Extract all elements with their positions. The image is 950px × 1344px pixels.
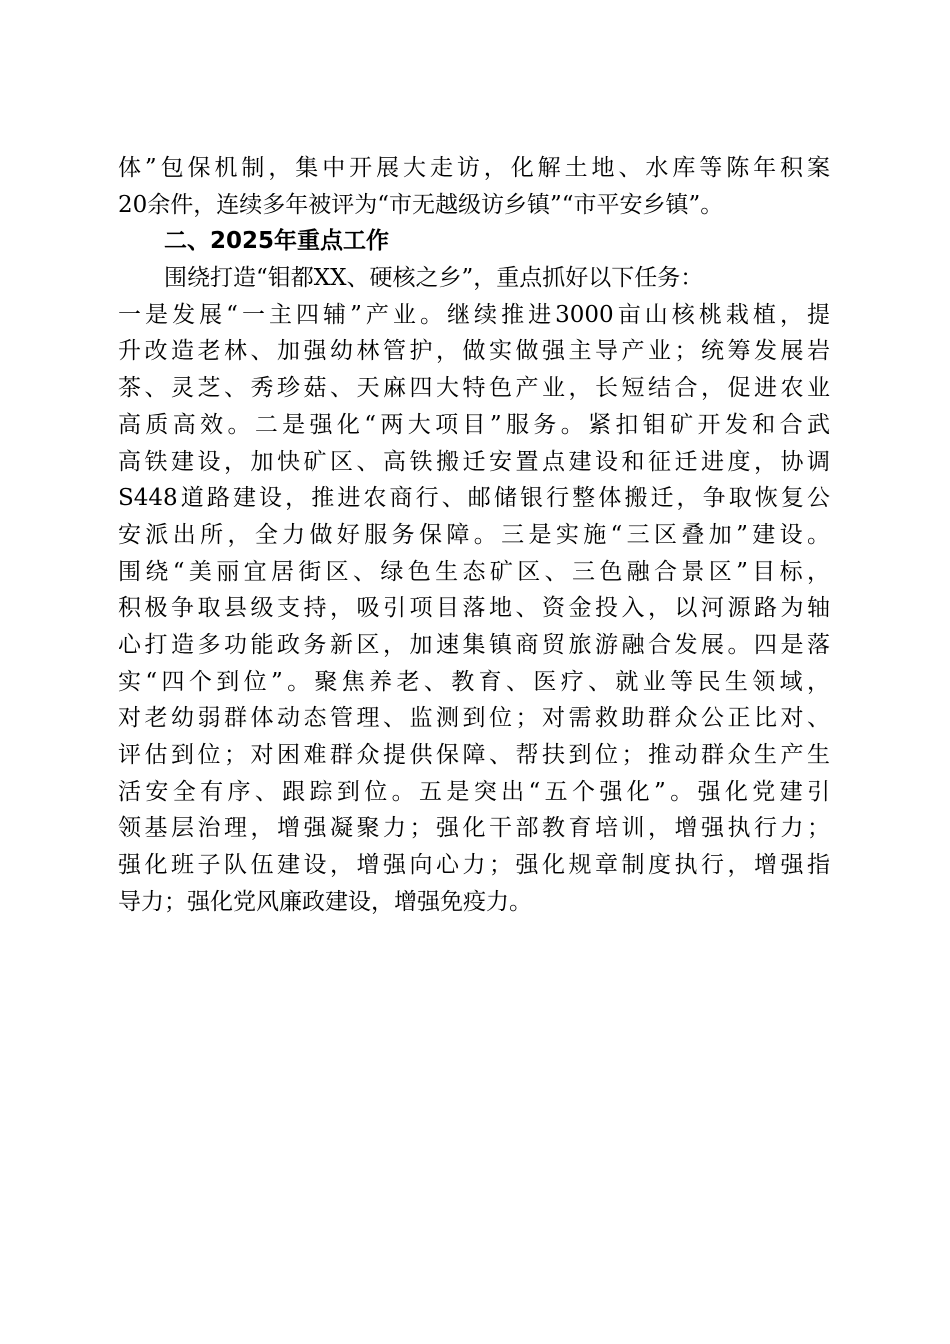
paragraph-line: 强化班子队伍建设，增强向心力；强化规章制度执行，增强指 bbox=[118, 852, 830, 879]
paragraph-line: 导力；强化党风廉政建设，增强免疫力。 bbox=[118, 888, 532, 915]
paragraph-line: 茶、灵芝、秀珍菇、天麻四大特色产业，长短结合，促进农业 bbox=[118, 375, 830, 402]
paragraph-line: S448道路建设，推进农商行、邮储银行整体搬迁，争取恢复公 bbox=[118, 485, 830, 512]
paragraph-line: 评估到位；对困难群众提供保障、帮扶到位；推动群众生产生 bbox=[118, 742, 830, 768]
paragraph-line: 20余件，连续多年被评为“市无越级访乡镇”“市平安乡镇”。 bbox=[118, 191, 724, 218]
document-text bbox=[118, 150, 830, 920]
section-heading: 二、2025年重点工作 bbox=[164, 228, 390, 255]
paragraph-line: 围绕打造“钼都XX、硬核之乡”，重点抓好以下任务： bbox=[164, 265, 704, 292]
paragraph-line: 高铁建设，加快矿区、高铁搬迁安置点建设和征迁进度，协调 bbox=[118, 448, 830, 475]
paragraph-line: 对老幼弱群体动态管理、监测到位；对需救助群众公正比对、 bbox=[118, 705, 830, 732]
paragraph-line: 一是发展“一主四辅”产业。继续推进3000亩山核桃栽植，提 bbox=[118, 301, 830, 328]
paragraph-line: 升改造老林、加强幼林管护，做实做强主导产业；统筹发展岩 bbox=[118, 338, 830, 365]
paragraph-line: 体”包保机制，集中开展大走访，化解土地、水库等陈年积案 bbox=[118, 155, 830, 181]
paragraph-line: 活安全有序、跟踪到位。五是突出“五个强化”。强化党建引 bbox=[118, 778, 830, 805]
paragraph-line: 高质高效。二是强化“两大项目”服务。紧扣钼矿开发和合武 bbox=[118, 411, 830, 438]
paragraph-line: 积极争取县级支持，吸引项目落地、资金投入，以河源路为轴 bbox=[118, 595, 830, 622]
paragraph-line: 领基层治理，增强凝聚力；强化干部教育培训，增强执行力； bbox=[118, 815, 830, 842]
paragraph-line: 安派出所，全力做好服务保障。三是实施“三区叠加”建设。 bbox=[118, 521, 830, 548]
paragraph-line: 围绕“美丽宜居街区、绿色生态矿区、三色融合景区”目标， bbox=[118, 558, 830, 585]
paragraph-line: 实“四个到位”。聚焦养老、教育、医疗、就业等民生领域， bbox=[118, 668, 830, 695]
paragraph-line: 心打造多功能政务新区，加速集镇商贸旅游融合发展。四是落 bbox=[118, 631, 830, 658]
